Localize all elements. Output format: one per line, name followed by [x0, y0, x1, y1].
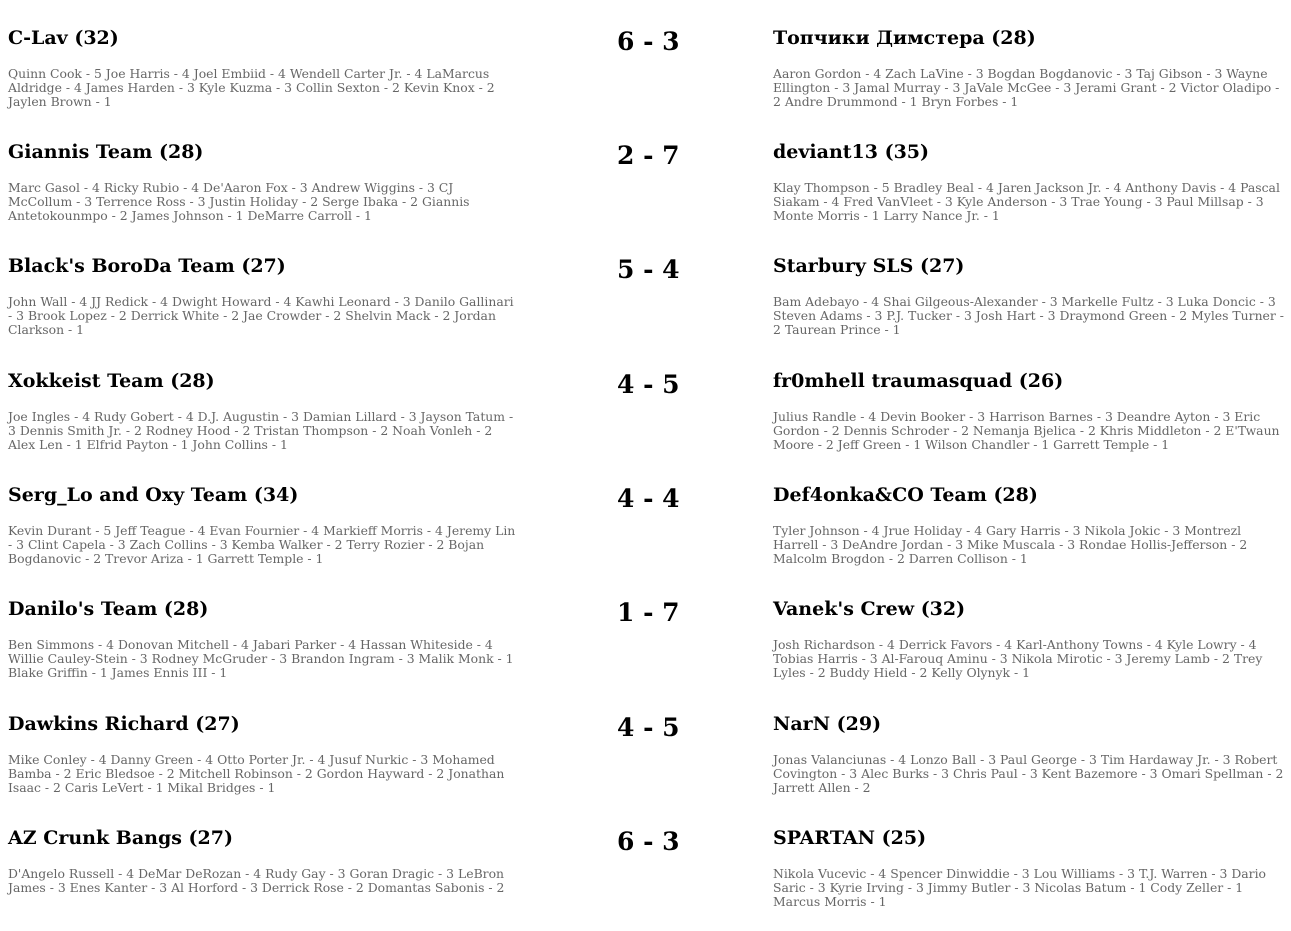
matchup-score: 4 - 4 [617, 484, 680, 513]
away-team-name: Starbury SLS (27) [773, 255, 965, 277]
away-team-roster: Bam Adebayo - 4 Shai Gilgeous-Alexander - 3 Markelle Fultz - 3 Luka Doncic - 3 Steven Adams - 3 P.J. Tucker - 3 Josh Hart - 3 Draymond Green - 2 Myles Turner - 2 Taurean Prince - 1 [773, 294, 1284, 337]
matchup-score: 1 - 7 [617, 598, 680, 627]
matchup-row [0, 571, 1291, 685]
home-team-roster: D'Angelo Russell - 4 DeMar DeRozan - 4 Rudy Gay - 3 Goran Dragic - 3 LeBron James - 3 Enes Kanter - 3 Al Horford - 3 Derrick Rose - 2 Domantas Sabonis - 2 [8, 866, 505, 895]
home-team-name: C-Lav (32) [8, 27, 119, 49]
matchup-row [0, 457, 1291, 571]
matchup-score: 5 - 4 [617, 255, 680, 284]
matchup-row [0, 228, 1291, 342]
away-team-roster: Aaron Gordon - 4 Zach LaVine - 3 Bogdan Bogdanovic - 3 Taj Gibson - 3 Wayne Ellington - 3 Jamal Murray - 3 JaVale McGee - 3 Jerami Grant - 2 Victor Oladipo - 2 Andre Drummond - 1 Bryn Forbes - 1 [773, 66, 1280, 109]
home-team-roster: Marc Gasol - 4 Ricky Rubio - 4 De'Aaron Fox - 3 Andrew Wiggins - 3 CJ McCollum - 3 Terrence Ross - 3 Justin Holiday - 2 Serge Ibaka - 2 Giannis Antetokounmpo - 2 James Johnson - 1 DeMarre Carroll - 1 [8, 180, 470, 223]
away-team-name: NarN (29) [773, 713, 882, 735]
matchup-row [0, 686, 1291, 800]
home-team-name: Xokkeist Team (28) [8, 370, 215, 392]
home-team-roster: Quinn Cook - 5 Joe Harris - 4 Joel Embiid - 4 Wendell Carter Jr. - 4 LaMarcus Aldridge - 4 James Harden - 3 Kyle Kuzma - 3 Collin Sexton - 2 Kevin Knox - 2 Jaylen Brown - 1 [8, 66, 495, 109]
home-team-name: Dawkins Richard (27) [8, 713, 240, 735]
matchup-score: 2 - 7 [617, 141, 680, 170]
matchup-score: 4 - 5 [617, 713, 680, 742]
away-team-name: deviant13 (35) [773, 141, 930, 163]
away-team-name: Топчики Димстера (28) [773, 27, 1036, 49]
home-team-name: AZ Crunk Bangs (27) [8, 827, 233, 849]
home-team-roster: John Wall - 4 JJ Redick - 4 Dwight Howard - 4 Kawhi Leonard - 3 Danilo Gallinari - 3 Brook Lopez - 2 Derrick White - 2 Jae Crowder - 2 Shelvin Mack - 2 Jordan Clarkson - 1 [8, 294, 514, 337]
away-team-roster: Tyler Johnson - 4 Jrue Holiday - 4 Gary Harris - 3 Nikola Jokic - 3 Montrezl Harrell - 3 DeAndre Jordan - 3 Mike Muscala - 3 Rondae Hollis-Jefferson - 2 Malcolm Brogdon - 2 Darren Collison - 1 [773, 523, 1248, 566]
matchup-score: 4 - 5 [617, 370, 680, 399]
matchup-row [0, 343, 1291, 457]
away-team-roster: Josh Richardson - 4 Derrick Favors - 4 Karl-Anthony Towns - 4 Kyle Lowry - 4 Tobias Harris - 3 Al-Farouq Aminu - 3 Nikola Mirotic - 3 Jeremy Lamb - 2 Trey Lyles - 2 Buddy Hield - 2 Kelly Olynyk - 1 [773, 637, 1263, 680]
home-team-name: Serg_Lo and Oxy Team (34) [8, 484, 299, 506]
away-team-name: SPARTAN (25) [773, 827, 927, 849]
home-team-name: Danilo's Team (28) [8, 598, 209, 620]
matchup-row [0, 114, 1291, 228]
away-team-roster: Julius Randle - 4 Devin Booker - 3 Harrison Barnes - 3 Deandre Ayton - 3 Eric Gordon - 2 Dennis Schroder - 2 Nemanja Bjelica - 2 Khris Middleton - 2 E'Twaun Moore - 2 Jeff Green - 1 Wilson Chandler - 1 Garrett Temple - 1 [773, 409, 1280, 452]
matchup-score: 6 - 3 [617, 27, 680, 56]
away-team-name: fr0mhell traumasquad (26) [773, 370, 1064, 392]
home-team-roster: Ben Simmons - 4 Donovan Mitchell - 4 Jabari Parker - 4 Hassan Whiteside - 4 Willie Cauley-Stein - 3 Rodney McGruder - 3 Brandon Ingram - 3 Malik Monk - 1 Blake Griffin - 1 James Ennis III - 1 [8, 637, 514, 680]
away-team-roster: Nikola Vucevic - 4 Spencer Dinwiddie - 3 Lou Williams - 3 T.J. Warren - 3 Dario Saric - 3 Kyrie Irving - 3 Jimmy Butler - 3 Nicolas Batum - 1 Cody Zeller - 1 Marcus Morris - 1 [773, 866, 1266, 909]
away-team-name: Def4onka&CO Team (28) [773, 484, 1038, 506]
home-team-roster: Joe Ingles - 4 Rudy Gobert - 4 D.J. Augustin - 3 Damian Lillard - 3 Jayson Tatum - 3 Dennis Smith Jr. - 2 Rodney Hood - 2 Tristan Thompson - 2 Noah Vonleh - 2 Alex Len - 1 Elfrid Payton - 1 John Collins - 1 [8, 409, 514, 452]
home-team-name: Giannis Team (28) [8, 141, 204, 163]
away-team-name: Vanek's Crew (32) [773, 598, 966, 620]
matchup-score: 6 - 3 [617, 827, 680, 856]
home-team-roster: Mike Conley - 4 Danny Green - 4 Otto Porter Jr. - 4 Jusuf Nurkic - 3 Mohamed Bamba - 2 Eric Bledsoe - 2 Mitchell Robinson - 2 Gordon Hayward - 2 Jonathan Isaac - 2 Caris LeVert - 1 Mikal Bridges - 1 [8, 752, 505, 795]
matchup-row [0, 800, 1291, 914]
home-team-roster: Kevin Durant - 5 Jeff Teague - 4 Evan Fournier - 4 Markieff Morris - 4 Jeremy Lin - 3 Clint Capela - 3 Zach Collins - 3 Kemba Walker - 2 Terry Rozier - 2 Bojan Bogdanovic - 2 Trevor Ariza - 1 Garrett Temple - 1 [8, 523, 516, 566]
home-team-name: Black's BoroDa Team (27) [8, 255, 286, 277]
away-team-roster: Jonas Valanciunas - 4 Lonzo Ball - 3 Paul George - 3 Tim Hardaway Jr. - 3 Robert Covington - 3 Alec Burks - 3 Chris Paul - 3 Kent Bazemore - 3 Omari Spellman - 2 Jarrett Allen - 2 [773, 752, 1284, 795]
matchup-row [0, 0, 1291, 114]
away-team-roster: Klay Thompson - 5 Bradley Beal - 4 Jaren Jackson Jr. - 4 Anthony Davis - 4 Pascal Siakam - 4 Fred VanVleet - 3 Kyle Anderson - 3 Trae Young - 3 Paul Millsap - 3 Monte Morris - 1 Larry Nance Jr. - 1 [773, 180, 1280, 223]
